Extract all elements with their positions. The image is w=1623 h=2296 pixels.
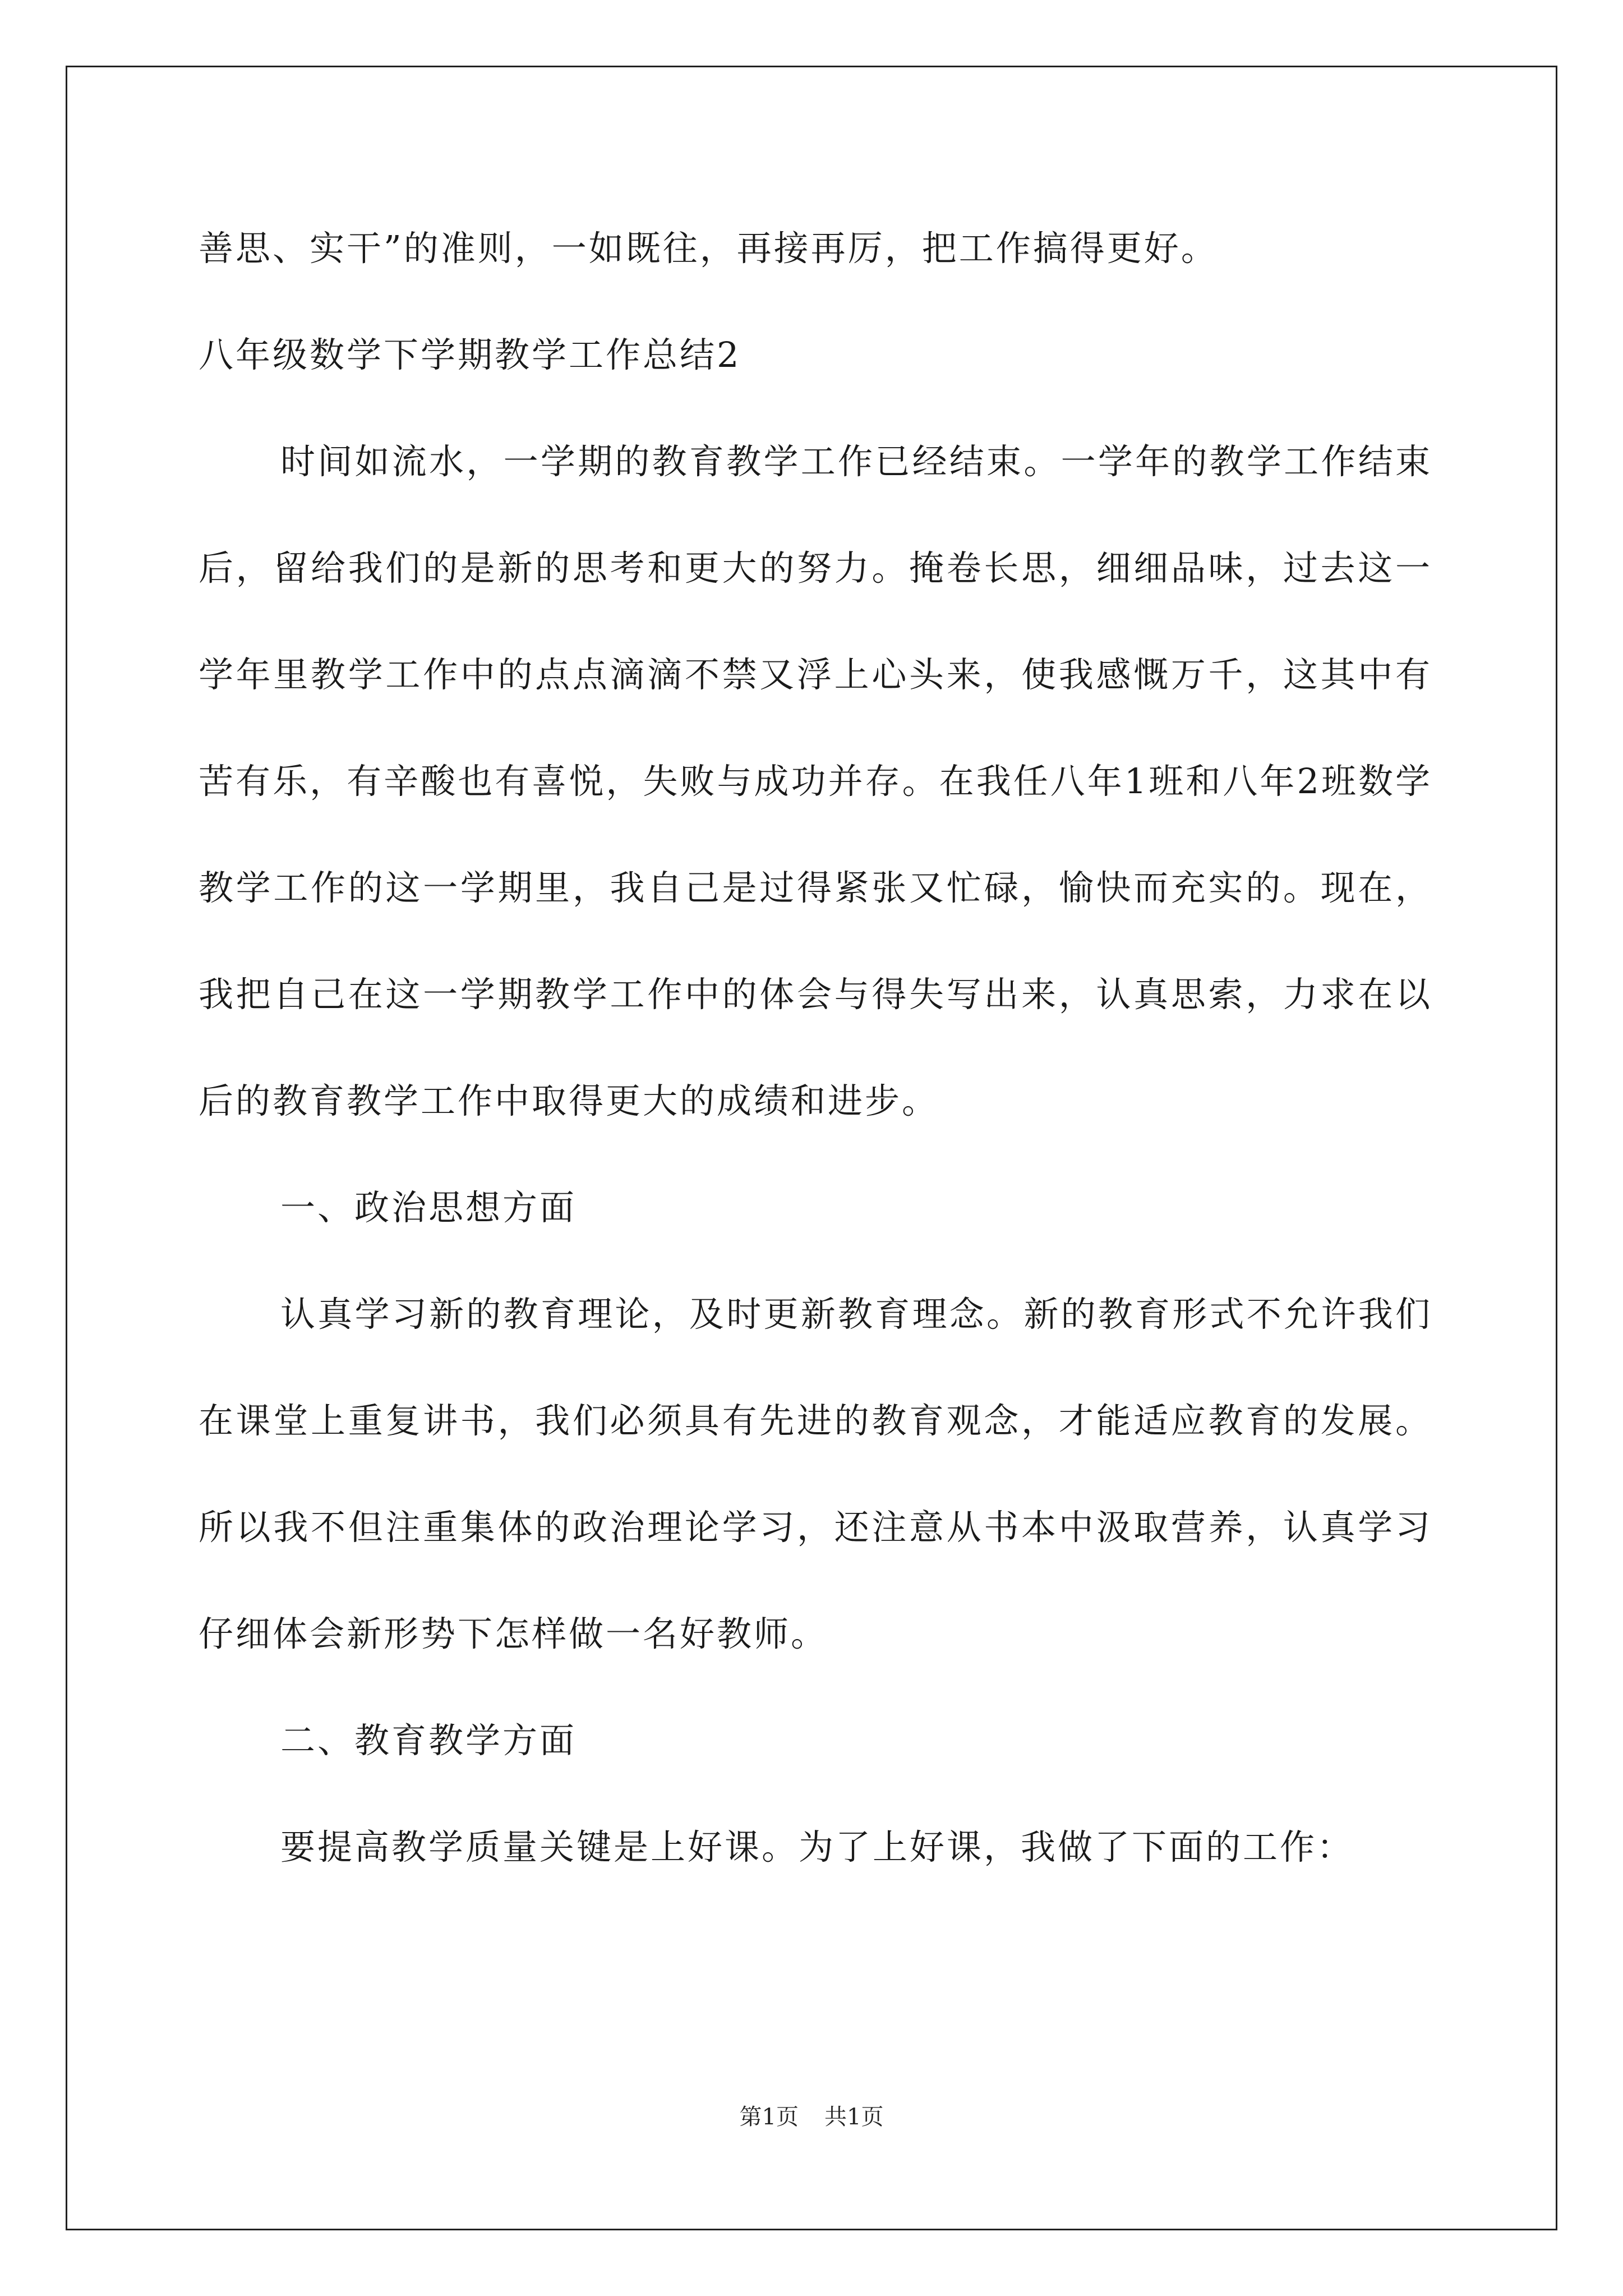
document-body bbox=[199, 195, 1432, 1901]
page-footer bbox=[0, 2099, 1623, 2131]
section-heading-teaching: 二、教育教学方面 bbox=[280, 1720, 577, 1761]
paragraph-politics: 认真学习新的教育理论，及时更新教育理念。新的教育形式不允许我们在课堂上重复讲书，我们必须具有先进的教育观念，才能适应教育的发展。所以我不但注重集体的政治理论学习，还注意从书本中汲取营养，认真学习仔细体会新形势下怎样做一名好教师。 bbox=[199, 1294, 1432, 1654]
paragraph-teaching: 要提高教学质量关键是上好课。为了上好课，我做了下面的工作： bbox=[280, 1826, 1354, 1867]
continuation-line: 善思、实干”的准则，一如既往，再接再厉，把工作搞得更好。 bbox=[199, 228, 1218, 269]
page-number-current: 第1页 bbox=[739, 2104, 799, 2130]
section-heading-politics: 一、政治思想方面 bbox=[280, 1187, 577, 1228]
paragraph-intro: 时间如流水，一学期的教育教学工作已经结束。一学年的教学工作结束后，留给我们的是新的思考和更大的努力。掩卷长思，细细品味，过去这一学年里教学工作中的点点滴滴不禁又浮上心头来，使我感慨万千，这其中有苦有乐，有辛酸也有喜悦，失败与成功并存。在我任八年1班和八年2班数学教学工作的这一学期里，我自己是过得紧张又忙碌，愉快而充实的。现在，我把自己在这一学期教学工作中的体会与得失写出来，认真思索，力求在以后的教育教学工作中取得更大的成绩和进步。 bbox=[199, 441, 1432, 1121]
document-title: 八年级数学下学期教学工作总结2 bbox=[199, 334, 741, 375]
page-number-total: 共1页 bbox=[824, 2104, 884, 2130]
